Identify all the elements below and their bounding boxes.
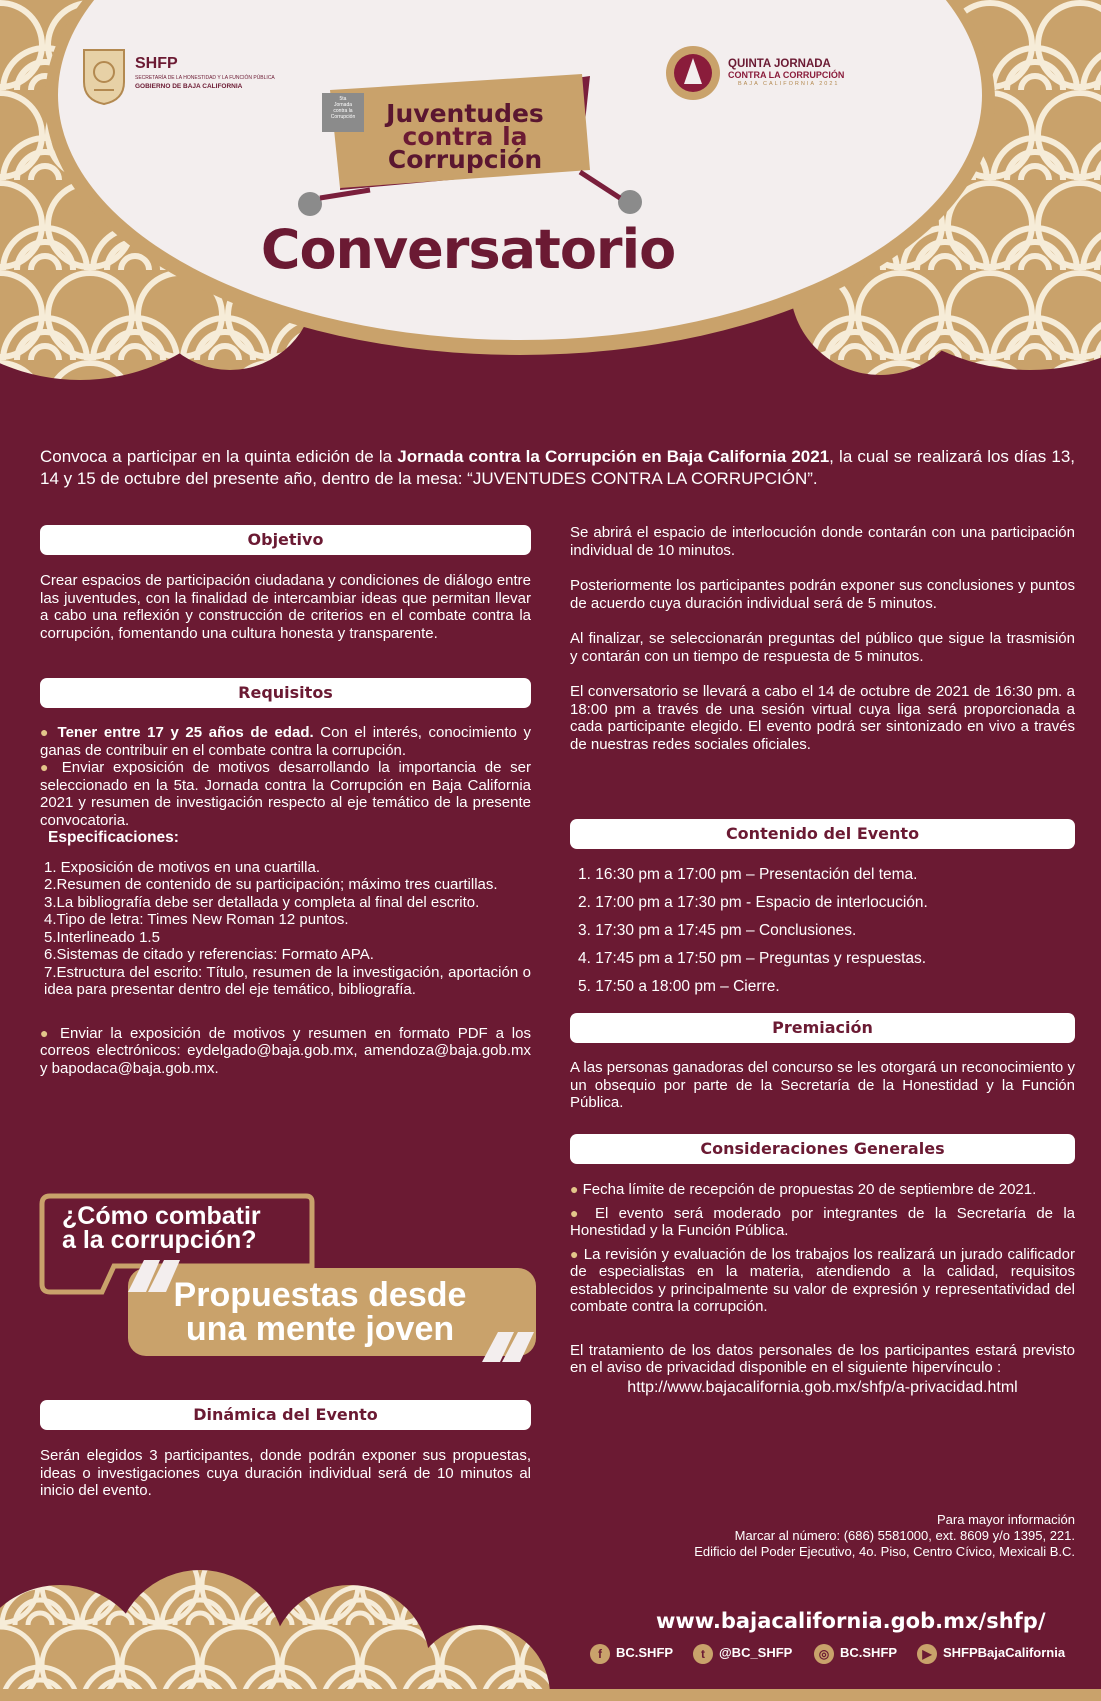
page-title: Conversatorio xyxy=(260,218,676,281)
consideracion-item-text: La revisión y evaluación de los trabajos los realizará un jurado calificador de especialistas en la materia, atendiendo a la calidad, requisitos establecidos y principalmente su valor de expresión y representatividad del combate contra la corrupción. xyxy=(570,1245,1075,1315)
social-label: BC.SHFP xyxy=(840,1645,898,1660)
social-label: @BC_SHFP xyxy=(719,1645,793,1660)
banner-answer-line1: Propuestas desde xyxy=(173,1276,467,1314)
bullet-icon: ● xyxy=(40,724,51,740)
contact-line3: Edificio del Poder Ejecutivo, 4o. Piso, Centro Cívico, Mexicali B.C. xyxy=(694,1544,1075,1559)
requisito-item-1-bold: Tener entre 17 y 25 años de edad. xyxy=(57,724,314,741)
section-heading-premiacion: Premiación xyxy=(570,1013,1075,1043)
requisito-item-3-text: Enviar la exposición de motivos y resumen en formato PDF a los correos electrónicos: eydelgado@baja.gob.mx, amendoza@baja.gob.mx y bapodaca@baja.gob.mx. xyxy=(40,1024,531,1077)
privacy-link[interactable]: http://www.bajacalifornia.gob.mx/shfp/a-privacidad.html xyxy=(627,1378,1018,1396)
edition-tag-line3: contra la xyxy=(333,108,353,114)
intro-bold: Jornada contra la Corrupción en Baja California 2021 xyxy=(397,447,830,466)
edition-tag-line1: 5ta xyxy=(339,96,347,102)
banner-question-line2: a la corrupción? xyxy=(62,1226,257,1254)
section-heading-consideraciones: Consideraciones Generales xyxy=(570,1134,1075,1164)
intro-part1: Convoca a participar en la quinta edición de la xyxy=(40,447,398,466)
twitter-icon: t xyxy=(693,1644,713,1664)
section-heading-objetivo: Objetivo xyxy=(40,525,531,555)
spec-item: 2.Resumen de contenido de su participación; máximo tres cuartillas. xyxy=(44,876,498,893)
section-heading-contenido: Contenido del Evento xyxy=(570,819,1075,849)
shfp-logo-title: SHFP xyxy=(135,55,178,72)
section-heading-dinamica: Dinámica del Evento xyxy=(40,1400,531,1430)
paragraph: Al finalizar, se seleccionarán preguntas del público que sigue la trasmisión y contarán con un tiempo de respuesta de 5 minutos. xyxy=(570,630,1075,665)
jornada-logo-line1: QUINTA JORNADA xyxy=(728,58,831,70)
specifications-heading: Especificaciones: xyxy=(48,829,179,846)
social-instagram[interactable] xyxy=(814,1640,897,1666)
event-subtitle xyxy=(360,99,570,174)
consideracion-item-text: El evento será moderado por integrantes de la Secretaría de la Honestidad y la Función Pública. xyxy=(570,1204,1075,1239)
requisito-item-2 xyxy=(40,759,531,829)
consideracion-item xyxy=(570,1181,1075,1199)
paragraph: Se abrirá el espacio de interlocución donde contarán con una participación individual de 10 minutos. xyxy=(570,524,1075,559)
social-facebook[interactable] xyxy=(590,1640,673,1666)
banner-answer xyxy=(150,1278,490,1346)
footer-bar xyxy=(0,1689,1101,1701)
consideracion-item-text: Fecha límite de recepción de propuestas 20 de septiembre de 2021. xyxy=(582,1181,1037,1198)
bullet-icon: ● xyxy=(40,759,54,775)
agenda-item: 2. 17:00 pm a 17:30 pm - Espacio de interlocución. xyxy=(578,894,928,911)
intro-part2: , la cual se realizará los días 13, 14 y 15 de octubre del presente año, dentro de la mesa: “JUVENTUDES CONTRA LA CORRUPCIÓN”. xyxy=(40,447,1075,488)
event-dynamics-paragraphs xyxy=(570,524,1075,753)
bullet-icon: ● xyxy=(40,1024,53,1041)
edition-tag xyxy=(322,93,364,132)
website-link[interactable]: www.bajacalifornia.gob.mx/shfp/ xyxy=(656,1609,1046,1633)
spec-item: 7.Estructura del escrito: Título, resumen de la investigación, aportación o idea para presentar dentro del eje temático, bibliografía. xyxy=(44,963,531,998)
requisitos-list xyxy=(40,724,531,1077)
spec-item: 6.Sistemas de citado y referencias: Formato APA. xyxy=(44,946,374,963)
objetivo-text: Crear espacios de participación ciudadana y condiciones de diálogo entre las juventudes, con la finalidad de intercambiar ideas que permitan llevar a cabo una reflexión y construcción de criterios en el combate contra la corrupción, fomentando una cultura honesta y transparente. xyxy=(40,572,531,642)
social-label: BC.SHFP xyxy=(616,1645,674,1660)
paragraph: El conversatorio se llevará a cabo el 14 de octubre de 2021 de 16:30 pm. a 18:00 pm a través de una sesión virtual cuya liga será proporcionada a cada participante elegido. El evento podrá ser sintonizado en vivo a través de nuestras redes sociales oficiales. xyxy=(570,683,1075,753)
consideracion-item xyxy=(570,1205,1075,1240)
agenda-item: 1. 16:30 pm a 17:00 pm – Presentación del tema. xyxy=(578,866,918,883)
spec-item: 5.Interlineado 1.5 xyxy=(44,928,160,946)
intro-text xyxy=(40,446,1075,490)
event-title-line1: Juventudes xyxy=(386,99,544,128)
contact-info xyxy=(694,1512,1075,1560)
contact-line2: Marcar al número: (686) 5581000, ext. 8609 y/o 1395, 221. xyxy=(734,1528,1075,1543)
privacy-text: El tratamiento de los datos personales de los participantes estará previsto en el aviso de privacidad disponible en el siguiente hipervínculo : xyxy=(570,1341,1075,1376)
consideraciones-list xyxy=(570,1181,1075,1396)
agenda-item: 3. 17:30 pm a 17:45 pm – Conclusiones. xyxy=(578,922,857,939)
jornada-logo-line3: BAJA CALIFORNIA 2021 xyxy=(738,81,840,87)
dinamica-text: Serán elegidos 3 participantes, donde podrán exponer sus propuestas, ideas o investigaciones cuya duración individual será de 10 minutos al inicio del evento. xyxy=(40,1447,531,1499)
agenda-item: 5. 17:50 a 18:00 pm – Cierre. xyxy=(578,978,780,995)
spec-item: 1. Exposición de motivos en una cuartilla. xyxy=(44,858,320,876)
agenda-list xyxy=(578,866,1083,1006)
shfp-logo-line1: SECRETARÍA DE LA HONESTIDAD Y LA FUNCIÓN PÚBLICA xyxy=(135,75,275,81)
banner-question-line1: ¿Cómo combatir xyxy=(62,1202,261,1230)
banner-answer-line2: una mente joven xyxy=(185,1310,455,1348)
social-links xyxy=(590,1640,1080,1666)
edition-tag-line2: Jornada xyxy=(333,102,353,108)
banner-question xyxy=(62,1204,261,1252)
social-label: SHFPBajaCalifornia xyxy=(943,1645,1066,1660)
section-heading-requisitos: Requisitos xyxy=(40,678,531,708)
spec-item: 3.La bibliografía debe ser detallada y completa al final del escrito. xyxy=(44,893,480,911)
consideracion-item xyxy=(570,1246,1075,1316)
bullet-icon: ● xyxy=(570,1204,585,1221)
social-twitter[interactable] xyxy=(693,1640,792,1666)
baja-california-seal-icon xyxy=(80,46,128,106)
social-youtube[interactable] xyxy=(917,1640,1065,1666)
bullet-icon: ● xyxy=(570,1181,579,1197)
agenda-item: 4. 17:45 pm a 17:50 pm – Preguntas y respuestas. xyxy=(578,950,927,967)
paragraph: Posteriormente los participantes podrán exponer sus conclusiones y puntos de acuerdo cuya duración individual será de 5 minutos. xyxy=(570,577,1075,612)
edition-tag-line4: Corrupción xyxy=(330,114,356,120)
requisito-item-3 xyxy=(40,1025,531,1078)
requisito-item-1 xyxy=(40,724,531,759)
youtube-icon: ▶ xyxy=(917,1644,937,1664)
requisito-item-2-text: Enviar exposición de motivos desarrollando la importancia de ser seleccionado en la 5ta. Jornada contra la Corrupción en Baja California 2021 y resumen de investigación respecto al eje temático de la presente convocatoria. xyxy=(40,759,531,829)
footer-decoration xyxy=(0,1545,560,1701)
event-title-line2: contra la xyxy=(402,122,528,151)
contact-line1: Para mayor información xyxy=(937,1512,1075,1527)
requisito-item-1-rest: Con el interés, conocimiento y ganas de contribuir en el combate contra la corrupción. xyxy=(40,724,531,759)
spec-item: 4.Tipo de letra: Times New Roman 12 puntos. xyxy=(44,911,349,928)
quinta-jornada-emblem-icon xyxy=(664,44,722,102)
specifications-list xyxy=(40,859,531,999)
event-title-line3: Corrupción xyxy=(387,145,543,174)
shfp-logo-line2: GOBIERNO DE BAJA CALIFORNIA xyxy=(135,83,243,90)
hero-header xyxy=(0,0,1101,400)
bullet-icon: ● xyxy=(570,1245,580,1262)
premiacion-text: A las personas ganadoras del concurso se les otorgará un reconocimiento y un obsequio por parte de la Secretaría de la Honestidad y la Función Pública. xyxy=(570,1059,1075,1111)
instagram-icon: ◎ xyxy=(814,1644,834,1664)
jornada-logo-line2: CONTRA LA CORRUPCIÓN xyxy=(728,70,845,80)
facebook-icon: f xyxy=(590,1644,610,1664)
